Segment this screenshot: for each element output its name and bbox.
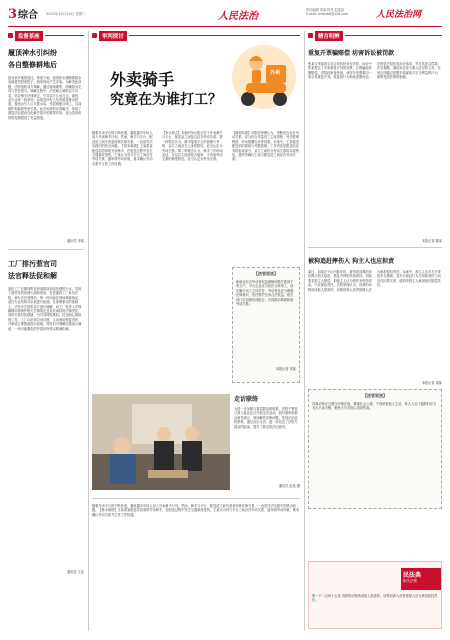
illustration-label: 外卖 <box>270 70 281 76</box>
article-column: 【争议焦点】本案的争议焦点在于外卖骑手与平台、配送站之间是否存在劳动关系。第一种观点认为，骑手接受平台的管理与考核，双方之间存在人身依附性，应当认定为劳动关系；第二种观点认为，骑手工作时间灵活，可以自主选择是否接单，不具备劳动关系的典型特征，应当认定为劳务关系。 <box>162 131 223 162</box>
section-label: 精言明辨 <box>315 31 343 41</box>
visit-photo <box>92 394 230 490</box>
visit-article <box>234 394 300 494</box>
section-header <box>308 31 442 40</box>
article-body: 因为家乡地势低洼，每逢下雨，屋顶积水便顺着排水沟流进邻居家院子，两家因此产生矛盾。为解决此问题，法院组织双方调解，通过现场勘察，明确排水走向与责任划分。调解过程中，法官耐心倾听双方诉求，结合相关法律规定，引导双方互谅互让。最终，双方达成一致意见：由屋顶所有人负责改造排水管道，将雨水引入公共排水沟，邻居则配合施工，共同维护和谐的邻里关系。此次纠纷的妥善解决，体现了基层法治建设在化解矛盾中的重要作用，也为类似纠纷的处理提供了有益借鉴。 <box>8 76 82 120</box>
page-name: 综合 <box>18 10 39 21</box>
article-byline: 通讯员 李某 <box>67 239 84 243</box>
civil-code-title: 民法典 <box>403 572 422 579</box>
comment-title: 【法官说法】 <box>254 271 278 276</box>
article-title: 被狗追赶摔伤人 狗主人也应担责 <box>308 258 395 265</box>
article-byline: 通讯员 王某 <box>67 570 84 574</box>
date-line: 2023年10月24日 星期二 <box>46 12 86 16</box>
main-headline: 外卖骑手 <box>110 70 175 89</box>
people-photo-icon <box>92 394 230 490</box>
article-title: 重复开票骗赔偿 坊害诉讼被罚款 <box>308 50 395 57</box>
right-brand: 人民法治网 <box>376 10 422 20</box>
article-body: 某化工厂长期向附近河道排放未经处理的污水，导致下游村民的鱼塘大面积死鱼，村民遂将工厂诉至法院。承办法官受理后，第一时间前往现场调查取证，委托专业机构对水质进行检测。在查明事实的基础上，法官多次组织双方进行调解，向工厂负责人详细解释环境保护相关法律规定及其应承担的法律责任，同时安抚村民情绪，引导其理性维权。经过耐心细致的工作，工厂认识到自身过错，主动承担赔偿责任，并承诺立即整改排污设施。村民们对调解结果表示满意，一场可能激化的矛盾纠纷得以圆满化解。 <box>8 287 82 331</box>
comment-byline: 本报记者 刘某 <box>275 367 296 371</box>
article-title-line2: 法官释法促和解 <box>8 272 57 280</box>
article-title: 走访联络 <box>234 396 259 403</box>
comment-body: 饲养动物应当遵守法律法规，尊重社会公德，不得妨害他人生活。养犬人出门遛狗时应当为犬只束犬链，避免犬只对他人造成伤害。 <box>312 402 437 411</box>
paper-name: 人民法治 <box>218 11 258 22</box>
left-column <box>8 31 84 631</box>
section-marker-icon <box>308 33 313 38</box>
right-section <box>308 31 442 631</box>
section-marker-icon <box>8 33 13 38</box>
middle-section <box>92 31 300 391</box>
comment-body: 新就业形态劳动者权益保障问题关系到千家万户。平台企业应当依法合规用工，切实履行用工主体责任；劳动者也应当增强法律意识，依法维护自身合法权益。相关部门应加强协同配合，共同推动构建和谐劳动关系。 <box>236 280 294 307</box>
article-byline: 本报记者 陈某 <box>421 239 442 243</box>
masthead-rule <box>8 26 442 27</box>
comment-title: 【法官说法】 <box>363 393 387 398</box>
section-label: 审判探讨 <box>99 31 127 41</box>
section-header <box>8 31 84 40</box>
article-title-line2: 各自整修耕地后 <box>8 61 57 69</box>
masthead <box>8 6 442 24</box>
civil-code-tag <box>401 568 441 590</box>
article-body: 为进一步加强与基层群众的联系，法院干警近日深入辖区社区开展走访活动，面对面听取群众意见建议，现场解答法律问题，发放法治宣传资料。通过此次走访，进一步拉近了法院与群众的距离，提升了群众的法治意识。 <box>234 407 298 429</box>
page-number: 3 <box>8 7 18 22</box>
judge-comment-box <box>232 267 300 383</box>
scooter-rider-icon <box>228 43 300 111</box>
article-byline: 通讯员 赵某 摄 <box>278 484 300 488</box>
editor-line: 责任编辑 刘某 校对 赵某某 <box>306 8 345 12</box>
civil-code-box <box>308 561 442 629</box>
judge-comment-box <box>308 389 442 509</box>
article-title: 履顶神水引纠纷 <box>8 49 57 57</box>
main-headline-line2: 究竟在为谁打工？ <box>110 92 222 108</box>
article-title: 工厂排污惹官司 <box>8 260 57 268</box>
section-marker-icon <box>92 33 97 38</box>
section-label: 监督茶座 <box>15 31 43 41</box>
civil-code-sub: 相关法规 <box>403 579 417 583</box>
email-line: E-mail: rmfzzbb@126.com <box>306 12 349 16</box>
article-column: 【裁判结果】法院经审理认为，判断是否存在劳动关系，应当综合考量用工主体资格、劳动管理程度、劳动报酬支付等因素。本案中，王某接受配送站的排班与考勤管理，工作内容是配送站业务的组成部分，双方之间符合劳动关系的本质特征，遂判决确认王某与配送站之间存在劳动关系。 <box>232 131 299 162</box>
section-header <box>92 31 300 40</box>
civil-code-text: 第一千二百四十五条 饲养的动物造成他人损害的，动物饲养人或者管理人应当承担侵权责任。 <box>312 594 438 603</box>
article-byline: 本报记者 周某 <box>421 381 442 385</box>
article-body: 张某与李某因买卖合同纠纷诉至法院，诉讼中张某提交了多张重复开具的发票，企图骗取高额赔偿。法院经审查发现，该部分发票系同一笔交易重复开具，张某的行为构成虚假诉讼。法院依法驳回其诉讼请求，并对其处以罚款。法官提醒，诚信诉讼是当事人应尽的义务，任何企图通过虚假手段谋取不正当利益的行为，都将受到法律的制裁。 <box>308 62 441 80</box>
lower-middle-text: 随着外卖平台的不断发展，越来越多年轻人加入外卖骑手行列。然而，骑手与平台、配送站之间究竟是何种法律关系，一直是司法实践中的热点问题。【基本案情】王某系某配送站招募的外卖骑手，在配送过程中发生交通事故受伤。王某认为其与平台之间存在劳动关系，遂申请劳动仲裁，要求确认劳动关系并主张工伤待遇。 <box>92 504 300 517</box>
article-column: 随着外卖平台的不断发展，越来越多年轻人加入外卖骑手行列。然而，骑手与平台、配送站之间究竟是何种法律关系，一直是司法实践中的热点问题。【基本案情】王某系某配送站招募的外卖骑手，在配送过程中发生交通事故受伤。王某认为其与平台之间存在劳动关系，遂申请劳动仲裁，要求确认劳动关系并主张工伤待遇。 <box>92 131 153 166</box>
delivery-rider-illustration <box>228 43 300 111</box>
article-body: 某日，刘某在小区内散步时，被邻居饲养的未拴绳大型犬追赶，慌乱中摔倒导致骨折。刘某要求狗主人赔偿，但狗主人认为狗并未咬伤刘某，不应承担责任。法院审理认为，饲养的动物造成他人损害的，动物饲养人或者管理人应当承担侵权责任。本案中，狗主人未对犬只采取安全措施，其犬只追赶行为与刘某受伤之间存在因果关系，遂判决狗主人承担相应赔偿责任。 <box>308 270 441 292</box>
